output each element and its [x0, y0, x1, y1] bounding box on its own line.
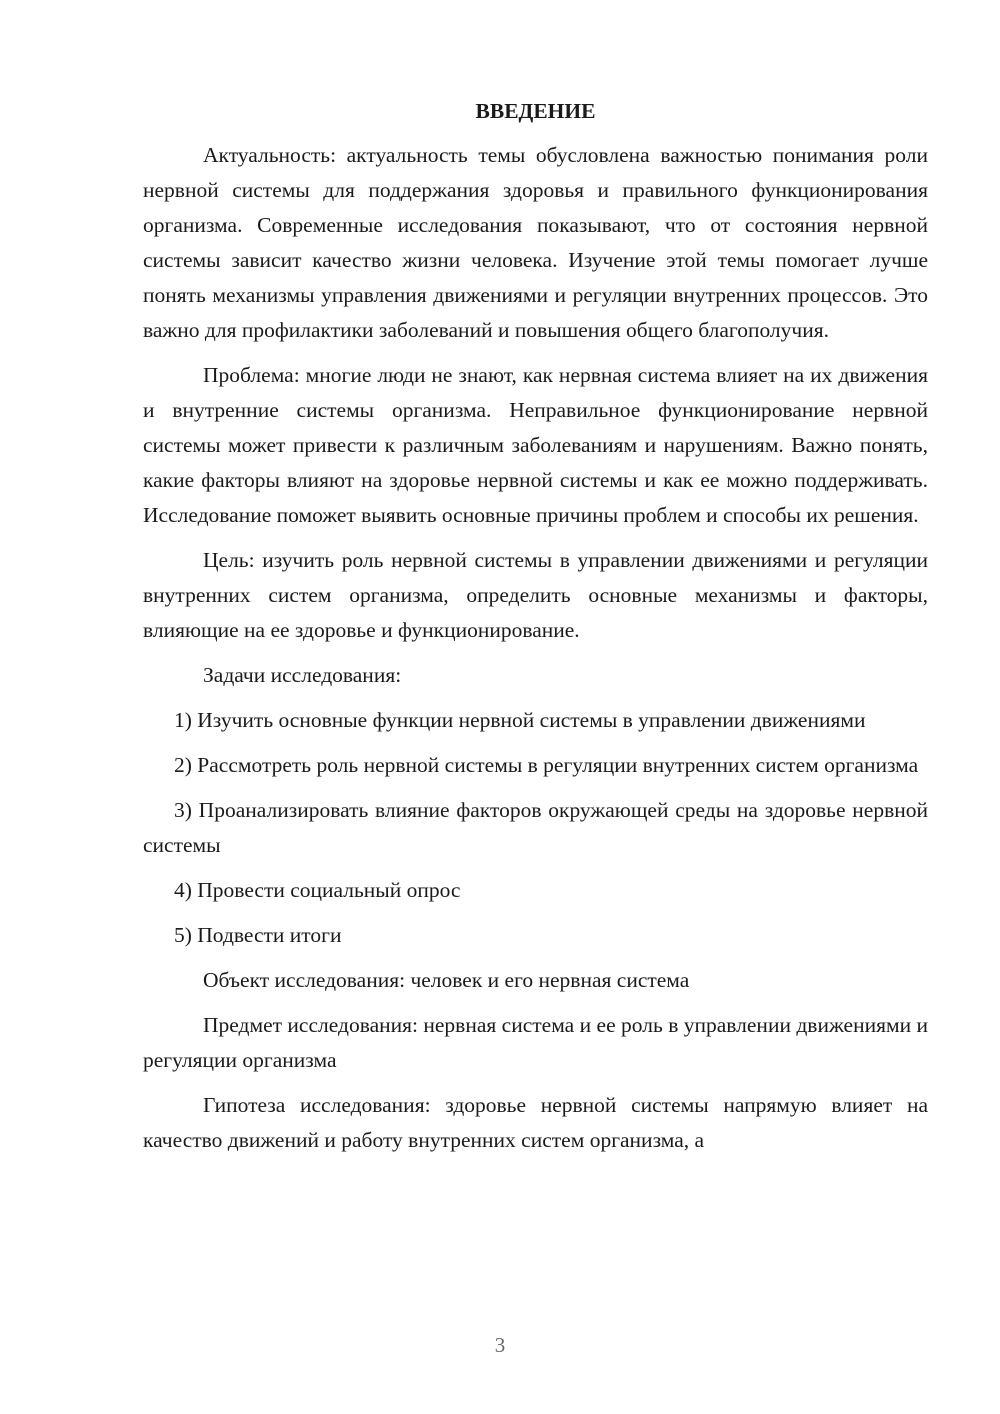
- document-page: [143, 96, 928, 1158]
- paragraph-problem: Проблема: многие люди не знают, как нервная система влияет на их движения и внутренние системы организма. Неправильное функционирование нервной системы может привести к различным заболеваниям и нарушениям. Важно понять, какие факторы влияют на здоровье нервной системы и как ее можно поддерживать. Исследование поможет выявить основные причины проблем и способы их решения.: [143, 363, 928, 527]
- tasks-heading: Задачи исследования:: [203, 663, 402, 687]
- section-title: ВВЕДЕНИЕ: [475, 99, 596, 123]
- list-item-task-5: 5) Подвести итоги: [174, 923, 342, 947]
- list-item-task-4: 4) Провести социальный опрос: [174, 878, 461, 902]
- list-item-task-3: 3) Проанализировать влияние факторов окружающей среды на здоровье нервной системы: [143, 798, 928, 857]
- paragraph-object: Объект исследования: человек и его нервная система: [203, 968, 690, 992]
- paragraph-goal: Цель: изучить роль нервной системы в управлении движениями и регуляции внутренних систем организма, определить основные механизмы и факторы, влияющие на ее здоровье и функционирование.: [143, 548, 928, 642]
- page-number: 3: [494, 1333, 506, 1357]
- list-item-task-1: 1) Изучить основные функции нервной системы в управлении движениями: [174, 708, 866, 732]
- paragraph-relevance: Актуальность: актуальность темы обусловлена важностью понимания роли нервной системы для поддержания здоровья и правильного функционирования организма. Современные исследования показывают, что от состояния нервной системы зависит качество жизни человека. Изучение этой темы помогает лучше понять механизмы управления движениями и регуляции внутренних процессов. Это важно для профилактики заболеваний и повышения общего благополучия.: [143, 143, 928, 342]
- paragraph-hypothesis: Гипотеза исследования: здоровье нервной системы напрямую влияет на качество движений и работу внутренних систем организма, а: [143, 1093, 928, 1152]
- paragraph-subject: Предмет исследования: нервная система и ее роль в управлении движениями и регуляции организма: [143, 1013, 928, 1072]
- list-item-task-2: 2) Рассмотреть роль нервной системы в регуляции внутренних систем организма: [174, 753, 919, 777]
